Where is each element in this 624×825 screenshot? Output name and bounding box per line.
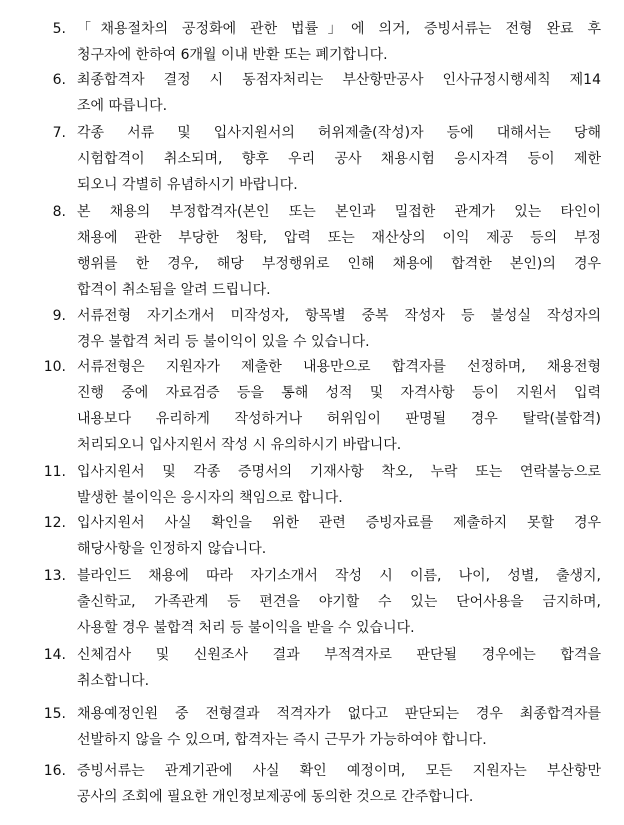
item-number: 14.	[43, 647, 66, 663]
item-text-line: 진행 중에 자료검증 등을 통해 성적 및 자격사항 등이 지원서 입력	[77, 385, 601, 401]
item-text-line: 취소합니다.	[77, 673, 150, 689]
item-number: 12.	[43, 515, 66, 531]
item-number: 15.	[43, 706, 66, 722]
item-text-line: 청구자에 한하여 6개월 이내 반환 또는 폐기합니다.	[77, 47, 388, 63]
item-text-line: 채용에 관한 부당한 청탁, 압력 또는 재산상의 이익 제공 등의 부정	[77, 230, 601, 246]
item-text-line: 채용예정인원 중 전형결과 적격자가 없다고 판단되는 경우 최종합격자를	[77, 706, 601, 722]
item-text-line: 입사지원서 및 각종 증명서의 기재사항 착오, 누락 또는 연락불능으로	[77, 464, 601, 480]
item-text-line: 출신학교, 가족관계 등 편견을 야기할 수 있는 단어사용을 금지하며,	[77, 594, 601, 610]
item-text-line: 각종 서류 및 입사지원서의 허위제출(작성)자 등에 대해서는 당해	[77, 125, 601, 141]
item-text-line: 서류전형 자기소개서 미작성자, 항목별 중복 작성자 등 불성실 작성자의	[77, 308, 601, 324]
item-text-line: 시험합격이 취소되며, 향후 우리 공사 채용시험 응시자격 등이 제한	[77, 151, 601, 167]
item-text-line: 경우 불합격 처리 등 불이익이 있을 수 있습니다.	[77, 334, 370, 350]
item-text-line: 본 채용의 부정합격자(본인 또는 본인과 밀접한 관계가 있는 타인이	[77, 204, 601, 220]
item-number: 6.	[52, 72, 66, 88]
item-text-line: 최종합격자 결정 시 동점자처리는 부산항만공사 인사규정시행세칙 제14	[77, 72, 601, 88]
item-number: 16.	[43, 763, 66, 779]
item-number: 7.	[52, 125, 66, 141]
item-text-line: 되오니 각별히 유념하시기 바랍니다.	[77, 177, 298, 193]
item-text-line: 공사의 조회에 필요한 개인정보제공에 동의한 것으로 간주합니다.	[77, 789, 474, 805]
item-text-line: 행위를 한 경우, 해당 부정행위로 인해 채용에 합격한 본인)의 경우	[77, 256, 601, 272]
item-number: 5.	[52, 21, 66, 37]
item-number: 13.	[43, 568, 66, 584]
item-number: 9.	[52, 308, 66, 324]
item-text-line: 조에 따릅니다.	[77, 98, 168, 114]
item-number: 8.	[52, 204, 66, 220]
item-text-line: 처리되오니 입사지원서 작성 시 유의하시기 바랍니다.	[77, 437, 402, 453]
item-number: 11.	[43, 464, 66, 480]
item-text-line: 신체검사 및 신원조사 결과 부적격자로 판단될 경우에는 합격을	[77, 647, 601, 663]
item-text-line: 선발하지 않을 수 있으며, 합격자는 즉시 근무가 가능하여야 합니다.	[77, 732, 487, 748]
item-text-line: 입사지원서 사실 확인을 위한 관련 증빙자료를 제출하지 못할 경우	[77, 515, 601, 531]
item-text-line: 내용보다 유리하게 작성하거나 허위임이 판명될 경우 탈락(불합격)	[77, 411, 601, 427]
item-text-line: 증빙서류는 관계기관에 사실 확인 예정이며, 모든 지원자는 부산항만	[77, 763, 601, 779]
item-text-line: 발생한 불이익은 응시자의 책임으로 합니다.	[77, 490, 343, 506]
item-number: 10.	[43, 359, 66, 375]
item-text-line: 서류전형은 지원자가 제출한 내용만으로 합격자를 선정하며, 채용전형	[77, 359, 601, 375]
item-text-line: 사용할 경우 불합격 처리 등 불이익을 받을 수 있습니다.	[77, 620, 415, 636]
item-text-line: 해당사항을 인정하지 않습니다.	[77, 541, 267, 557]
item-text-line: 「채용절차의 공정화에 관한 법률」에 의거, 증빙서류는 전형 완료 후	[77, 21, 601, 37]
item-text-line: 합격이 취소됨을 알려 드립니다.	[77, 282, 271, 298]
item-text-line: 블라인드 채용에 따라 자기소개서 작성 시 이름, 나이, 성별, 출생지,	[77, 568, 601, 584]
